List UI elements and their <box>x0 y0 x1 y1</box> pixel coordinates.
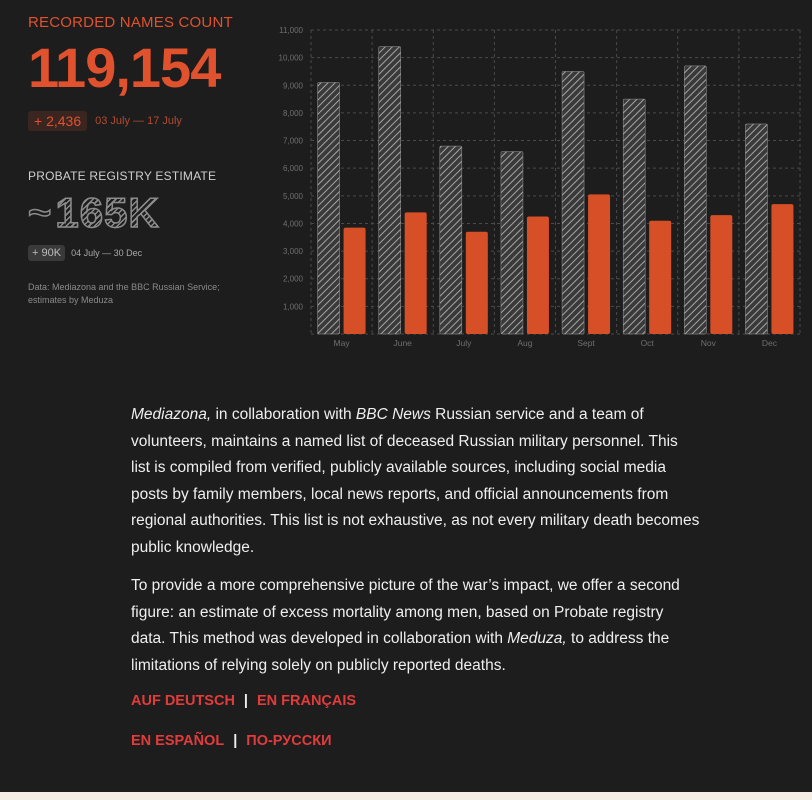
bar-hatched-aug <box>501 152 523 334</box>
article-body <box>131 402 701 749</box>
x-tick-label: Sept <box>577 338 595 348</box>
bar-solid-june <box>405 212 427 334</box>
lang-separator: | <box>243 693 248 709</box>
lang-link-russian[interactable]: ПО-РУССКИ <box>246 733 332 749</box>
bar-hatched-dec <box>745 124 767 334</box>
language-links-row-2 <box>131 733 701 749</box>
bar-hatched-nov <box>684 66 706 334</box>
paragraph-1-text-b: Russian service and a team of volunteers, maintains a named list of deceased Russian military personnel. This list is compiled from verified, publicly available sources, including social media posts by family members, local news reports, and official announcements from regional authorities. This list is not exhaustive, as not every military death becomes public knowledge. <box>131 406 700 556</box>
lang-separator: | <box>233 733 238 749</box>
lang-link-french[interactable]: EN FRANÇAIS <box>256 693 357 709</box>
y-tick-label: 2,000 <box>282 274 303 284</box>
bar-hatched-may <box>318 83 340 334</box>
lang-link-german[interactable]: AUF DEUTSCH <box>131 693 235 709</box>
x-tick-label: Nov <box>700 338 716 348</box>
y-tick-label: 1,000 <box>282 302 303 312</box>
paragraph-1-text-a: in collaboration with <box>211 406 356 423</box>
bbc-news-name: BBC News <box>355 406 431 423</box>
bottom-strip <box>0 792 812 800</box>
lang-link-spanish[interactable]: EN ESPAÑOL <box>131 733 225 749</box>
chart-svg <box>275 22 805 352</box>
bar-chart <box>275 22 805 352</box>
bar-solid-sept <box>588 194 610 334</box>
recorded-date-range: 03 July — 17 July <box>95 115 182 127</box>
y-tick-label: 4,000 <box>282 219 303 229</box>
x-tick-label: July <box>456 338 472 348</box>
approx-tilde-icon: ~ <box>28 191 52 235</box>
bar-hatched-sept <box>562 71 584 334</box>
probate-estimate-row <box>28 191 258 235</box>
bar-solid-oct <box>649 221 671 334</box>
x-tick-label: Dec <box>761 338 777 348</box>
probate-estimate-title: PROBATE REGISTRY ESTIMATE <box>28 169 217 183</box>
y-tick-label: 8,000 <box>282 108 303 118</box>
probate-delta-row <box>28 245 258 261</box>
y-tick-label: 5,000 <box>282 191 303 201</box>
x-tick-label: Oct <box>640 338 654 348</box>
bar-solid-nov <box>710 215 732 334</box>
paragraph-2 <box>131 573 701 679</box>
bar-hatched-june <box>379 47 401 334</box>
meduza-name: Meduza, <box>507 630 567 647</box>
recorded-names-title: RECORDED NAMES COUNT <box>28 14 233 31</box>
y-tick-label: 6,000 <box>282 164 303 174</box>
y-tick-label: 9,000 <box>282 81 303 91</box>
bar-hatched-july <box>440 146 462 334</box>
recorded-delta-badge: + 2,436 <box>28 111 87 131</box>
language-links-row-1 <box>131 693 701 709</box>
bar-solid-aug <box>527 217 549 334</box>
y-tick-label: 3,000 <box>282 247 303 257</box>
data-source-note: Data: Mediazona and the BBC Russian Service; estimates by Meduza <box>28 282 220 305</box>
bar-solid-july <box>466 232 488 334</box>
mediazona-name: Mediazona, <box>131 406 212 423</box>
recorded-names-count: 119,154 <box>28 36 221 99</box>
paragraph-2-text-a: To provide a more comprehensive picture of the war’s impact, we offer a second figure: an estimate of excess mortality among men, based on Probate registry data. This method was developed in collaboration with <box>131 577 680 647</box>
stats-panel <box>28 14 258 307</box>
bar-hatched-oct <box>623 99 645 334</box>
x-tick-label: Aug <box>517 338 533 348</box>
y-tick-label: 10,000 <box>278 53 303 63</box>
y-tick-label: 11,000 <box>279 26 303 35</box>
probate-estimate-value: 165K <box>55 189 160 236</box>
paragraph-2-text-b: to address the limitations of relying solely on publicly reported deaths. <box>131 630 670 674</box>
probate-delta-badge: + 90K <box>28 245 65 261</box>
paragraph-1 <box>131 402 701 561</box>
x-tick-label: June <box>393 338 412 348</box>
recorded-delta-row <box>28 111 258 131</box>
bar-solid-may <box>344 228 366 334</box>
probate-date-range: 04 July — 30 Dec <box>71 248 143 258</box>
x-tick-label: May <box>333 338 350 348</box>
y-tick-label: 7,000 <box>282 136 303 146</box>
bar-solid-dec <box>771 204 793 334</box>
